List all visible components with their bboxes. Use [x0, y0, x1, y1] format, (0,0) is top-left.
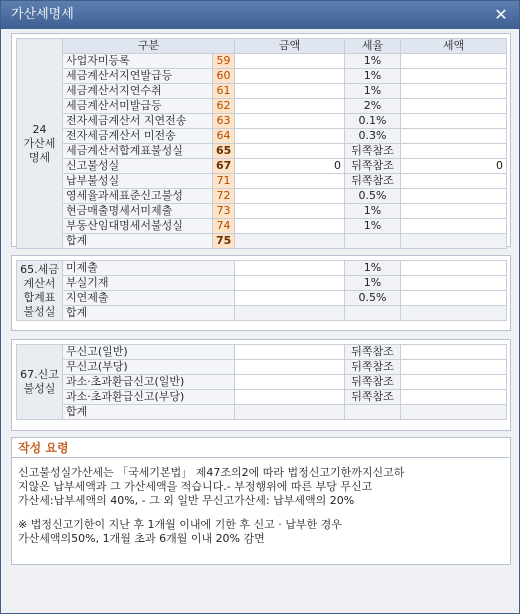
tax-field[interactable]: 0	[401, 159, 507, 174]
row-label: 합계	[63, 234, 213, 249]
amount-field[interactable]	[235, 144, 345, 159]
table-row	[17, 276, 507, 291]
row-label: 무신고(부당)	[63, 360, 235, 375]
notes-panel	[11, 457, 511, 565]
table-row	[17, 345, 507, 360]
row-label: 사업자미등록	[63, 54, 213, 69]
amount-field[interactable]	[235, 189, 345, 204]
amount-field	[235, 405, 345, 420]
tax-field[interactable]	[401, 291, 507, 306]
row-code: 61	[213, 84, 235, 99]
row-label: 신고불성실	[63, 159, 213, 174]
tax-field[interactable]	[401, 84, 507, 99]
rate-cell: 1%	[345, 276, 401, 291]
tax-field[interactable]	[401, 174, 507, 189]
amount-field[interactable]	[235, 219, 345, 234]
report-penalty-table	[16, 344, 507, 420]
row-label: 세금계산서지연수취	[63, 84, 213, 99]
amount-field[interactable]	[235, 114, 345, 129]
tax-field[interactable]	[401, 114, 507, 129]
rate-cell: 1%	[345, 204, 401, 219]
rate-cell	[345, 306, 401, 321]
rate-cell: 뒤쪽참조	[345, 375, 401, 390]
row-code: 67	[213, 159, 235, 174]
amount-field[interactable]	[235, 360, 345, 375]
table-row	[17, 69, 507, 84]
row-code: 62	[213, 99, 235, 114]
table-row	[17, 99, 507, 114]
notes-paragraph-1: 신고불성실가산세는 「국세기본법」 제47조의2에 따라 법정신고기한까지신고하 지않은 납부세액과 그 가산세액을 적습니다.- 부정행위에 따른 부당 무신고 가산세:납부세액의 40%, - 그 외 일반 무신고가산세: 납부세액의 20%	[18, 466, 405, 507]
header-rate: 세율	[345, 39, 401, 54]
amount-field[interactable]	[235, 129, 345, 144]
table-row	[17, 306, 507, 321]
table-row	[17, 144, 507, 159]
row-label: 세금계산서미발급등	[63, 99, 213, 114]
rate-cell: 1%	[345, 219, 401, 234]
section-label: 67.신고 불성실	[17, 345, 63, 420]
tax-field[interactable]	[401, 54, 507, 69]
header-amount: 금액	[235, 39, 345, 54]
amount-field[interactable]: 0	[235, 159, 345, 174]
amount-field[interactable]	[235, 375, 345, 390]
row-label: 합계	[63, 306, 235, 321]
rate-cell: 1%	[345, 54, 401, 69]
tax-field[interactable]	[401, 219, 507, 234]
section-label: 24 가산세 명세	[17, 39, 63, 249]
row-label: 과소·초과환급신고(부당)	[63, 390, 235, 405]
amount-field[interactable]	[235, 345, 345, 360]
row-label: 합계	[63, 405, 235, 420]
row-label: 과소·초과환급신고(일반)	[63, 375, 235, 390]
header-category: 구분	[63, 39, 235, 54]
tax-field[interactable]	[401, 360, 507, 375]
penalty-tax-table	[16, 38, 507, 249]
table-row	[17, 261, 507, 276]
section-label: 65.세금 계산서 합계표 불성실	[17, 261, 63, 321]
row-code: 75	[213, 234, 235, 249]
rate-cell	[345, 234, 401, 249]
rate-cell: 뒤쪽참조	[345, 174, 401, 189]
rate-cell: 뒤쪽참조	[345, 144, 401, 159]
row-label: 세금계산서지연발급등	[63, 69, 213, 84]
row-label: 전자세금계산서 지연전송	[63, 114, 213, 129]
table-row	[17, 129, 507, 144]
row-label: 지연제출	[63, 291, 235, 306]
table-row	[17, 84, 507, 99]
table-row	[17, 234, 507, 249]
row-label: 미제출	[63, 261, 235, 276]
amount-field[interactable]	[235, 390, 345, 405]
tax-field[interactable]	[401, 345, 507, 360]
table-row	[17, 174, 507, 189]
rate-cell: 뒤쪽참조	[345, 390, 401, 405]
tax-field	[401, 405, 507, 420]
table-row	[17, 54, 507, 69]
rate-cell: 1%	[345, 69, 401, 84]
row-label: 무신고(일반)	[63, 345, 235, 360]
window-title: 가산세명세	[11, 7, 74, 22]
row-code: 59	[213, 54, 235, 69]
table-row	[17, 390, 507, 405]
row-code: 71	[213, 174, 235, 189]
notes-paragraph-2: ※ 법정신고기한이 지난 후 1개월 이내에 기한 후 신고 · 납부한 경우 가산세액의50%, 1개월 초과 6개월 이내 20% 감면	[18, 518, 342, 545]
rate-cell: 1%	[345, 84, 401, 99]
row-label: 납부불성실	[63, 174, 213, 189]
row-label: 부동산임대명세서불성실	[63, 219, 213, 234]
rate-cell: 뒤쪽참조	[345, 345, 401, 360]
amount-field[interactable]	[235, 84, 345, 99]
rate-cell: 0.5%	[345, 189, 401, 204]
row-code: 65	[213, 144, 235, 159]
table-row	[17, 375, 507, 390]
tax-field[interactable]	[401, 144, 507, 159]
header-tax: 세액	[401, 39, 507, 54]
row-label: 세금계산서합계표불성실	[63, 144, 213, 159]
invoice-summary-panel	[11, 255, 511, 331]
rate-cell: 0.1%	[345, 114, 401, 129]
row-label: 전자세금계산서 미전송	[63, 129, 213, 144]
tax-field[interactable]	[401, 375, 507, 390]
table-row	[17, 219, 507, 234]
tax-field[interactable]	[401, 390, 507, 405]
tax-field[interactable]	[401, 69, 507, 84]
table-row	[17, 204, 507, 219]
tax-field	[401, 234, 507, 249]
table-row	[17, 291, 507, 306]
amount-field[interactable]	[235, 204, 345, 219]
rate-cell: 0.5%	[345, 291, 401, 306]
row-label: 현금매출명세서미제출	[63, 204, 213, 219]
amount-field[interactable]	[235, 54, 345, 69]
amount-field[interactable]	[235, 291, 345, 306]
row-label: 부실기재	[63, 276, 235, 291]
row-code: 64	[213, 129, 235, 144]
tax-field	[401, 306, 507, 321]
row-code: 73	[213, 204, 235, 219]
amount-field[interactable]	[235, 99, 345, 114]
row-code: 60	[213, 69, 235, 84]
table-row	[17, 189, 507, 204]
report-penalty-panel	[11, 339, 511, 431]
amount-field	[235, 234, 345, 249]
invoice-summary-table	[16, 260, 507, 321]
rate-cell: 2%	[345, 99, 401, 114]
amount-field[interactable]	[235, 69, 345, 84]
table-row	[17, 114, 507, 129]
table-row	[17, 159, 507, 174]
tax-field[interactable]	[401, 204, 507, 219]
penalty-tax-panel	[11, 33, 511, 247]
notes-title: 작성 요령	[11, 437, 511, 457]
amount-field[interactable]	[235, 174, 345, 189]
table-row	[17, 405, 507, 420]
row-label: 영세율과세표준신고불성	[63, 189, 213, 204]
rate-cell: 뒤쪽참조	[345, 159, 401, 174]
rate-cell: 뒤쪽참조	[345, 360, 401, 375]
tax-field[interactable]	[401, 261, 507, 276]
rate-cell: 0.3%	[345, 129, 401, 144]
row-code: 63	[213, 114, 235, 129]
amount-field[interactable]	[235, 276, 345, 291]
close-icon[interactable]: ✕	[494, 5, 508, 24]
title-bar	[1, 1, 519, 29]
tax-field[interactable]	[401, 276, 507, 291]
rate-cell: 1%	[345, 261, 401, 276]
rate-cell	[345, 405, 401, 420]
amount-field	[235, 306, 345, 321]
tax-field[interactable]	[401, 129, 507, 144]
amount-field[interactable]	[235, 261, 345, 276]
row-code: 74	[213, 219, 235, 234]
row-code: 72	[213, 189, 235, 204]
tax-field[interactable]	[401, 189, 507, 204]
tax-field[interactable]	[401, 99, 507, 114]
table-row	[17, 360, 507, 375]
